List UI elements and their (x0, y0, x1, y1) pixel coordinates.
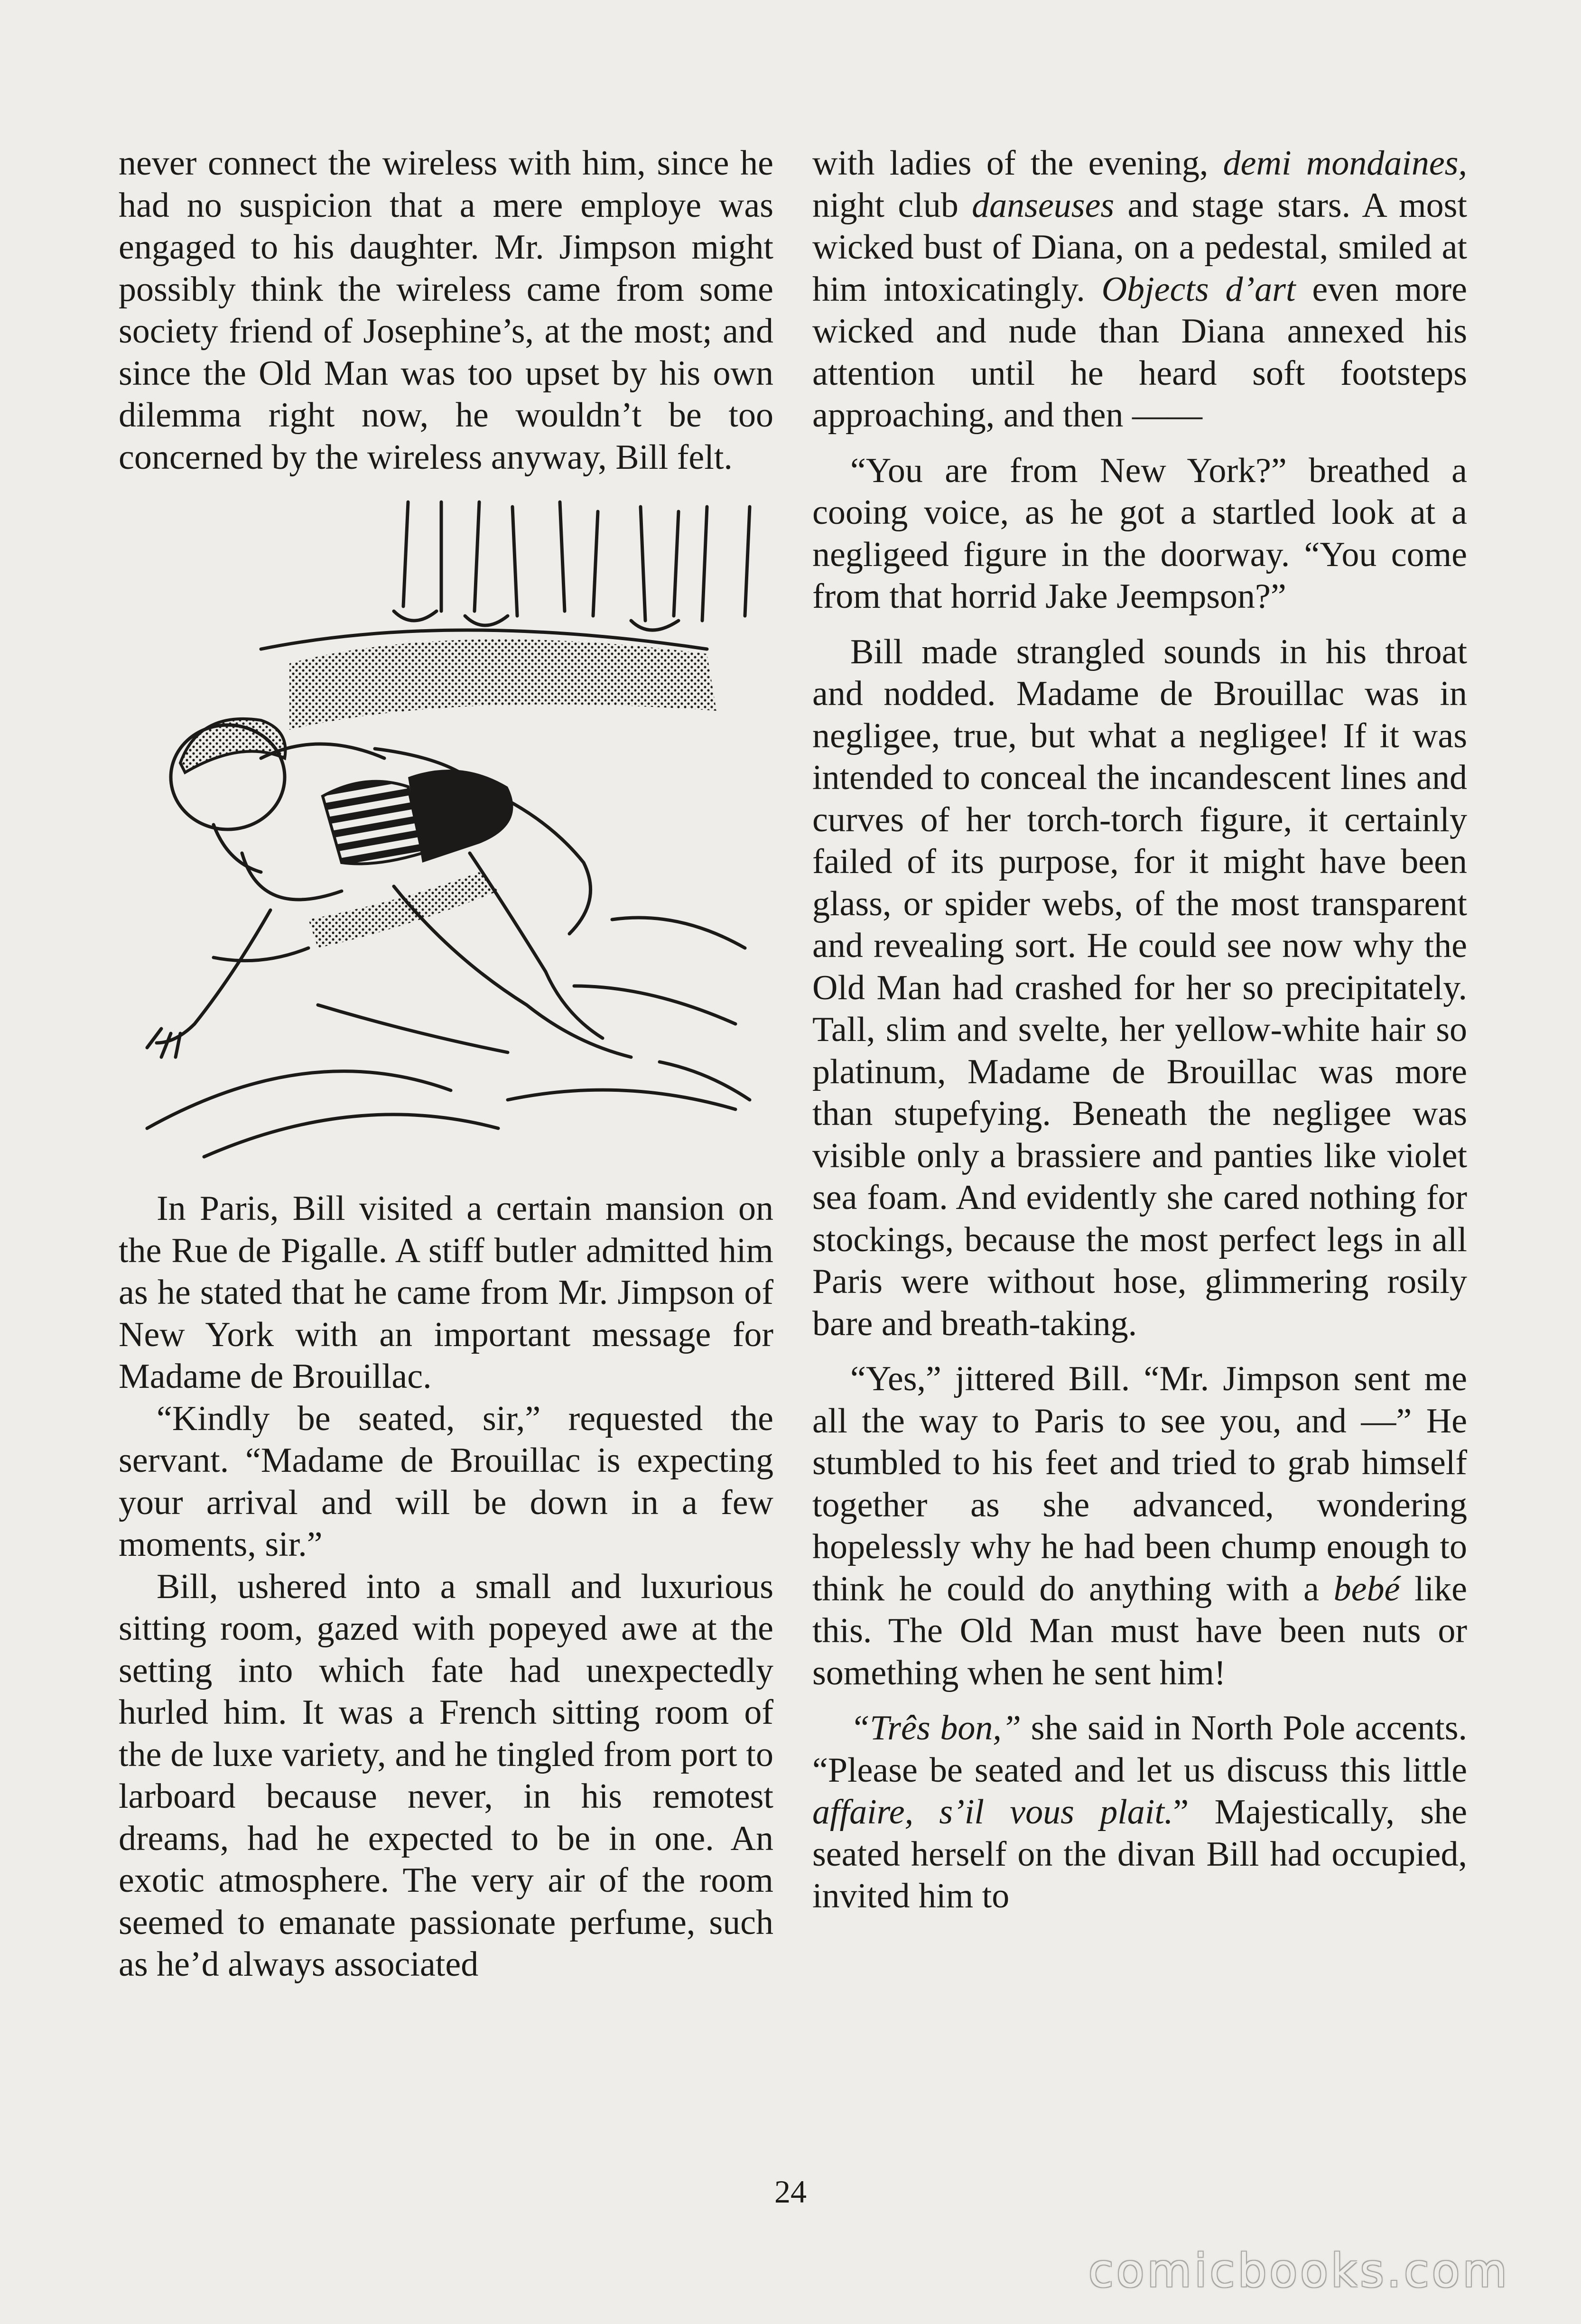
text-run: ” Majestically, she seated herself on the divan Bill had occupied, invited him to (812, 1793, 1467, 1915)
right-paragraph-1 (812, 142, 1467, 437)
right-column (812, 142, 1467, 1917)
beach-illustration (119, 493, 773, 1166)
italic-run: danseuses (972, 186, 1115, 225)
text-run: “Yes,” jittered Bill. “Mr. Jimpson sent me all the way to Paris to see you, and —” He stumbled to his feet and tried to grab himself together as she advanced, wondering hopelessly why he had been chump enough to think he could do anything with a (812, 1359, 1467, 1608)
text-run: like this. The Old Man must have been nuts or something when he sent him! (812, 1569, 1467, 1692)
italic-run: Objects d’art (1101, 270, 1296, 309)
right-paragraph-2: “You are from New York?” breathed a cooing voice, as he got a startled look at a negligeed figure in the doorway. “You come from that horrid Jake Jeempson?” (812, 451, 1467, 616)
page-number: 24 (774, 2174, 807, 2210)
right-paragraph-3: Bill made strangled sounds in his throat and nodded. Madame de Brouillac was in negligee, true, but what a negligee! If it was intended to conceal the incandescent lines and curves of her torch-torch figure, it certainly failed of its purpose, for it might have been glass, or spider webs, of the most transparent and revealing sort. He could see now why the Old Man had crashed for her so precipitately. Tall, slim and svelte, her yellow-white hair so platinum, Madame de Brouillac was more than stupefying. Beneath the negligee was visible only a brassiere and panties like violet sea foam. And evidently she cared nothing for stockings, because the most perfect legs in all Paris were without hose, glimmering rosily bare and breath-taking. (812, 632, 1467, 1343)
italic-run: affaire, s’il vous plait. (812, 1793, 1173, 1831)
italic-run: bebé (1333, 1569, 1400, 1608)
left-paragraph-4: Bill, ushered into a small and luxurious sitting room, gazed with popeyed awe at the setting into which fate had unexpectedly hurled him. It was a French sitting room of the de luxe variety, and he tingled from port to larboard because never, in his remotest dreams, had he expected to be in one. An exotic atmosphere. The very air of the room seemed to emanate passionate perfume, such as he’d always associated (119, 1567, 773, 1984)
left-paragraph-3: “Kindly be seated, sir,” requested the servant. “Madame de Brouillac is expecting your arrival and will be down in a few moments, sir.” (119, 1399, 773, 1564)
left-paragraph-2: In Paris, Bill visited a certain mansion on the Rue de Pigalle. A stiff butler admitted him as he stated that he came from Mr. Jimpson of New York with an important message for Madame de Brouillac. (119, 1189, 773, 1396)
right-paragraph-4 (812, 1358, 1467, 1694)
text-run: even more wicked and nude than Diana annexed his attention until he heard soft footsteps approaching, and then —— (812, 270, 1467, 435)
watermark: comicbooks.com (1088, 2244, 1510, 2297)
woman-on-beach-drawing (119, 493, 773, 1166)
italic-run: demi mondaines, (1223, 144, 1467, 183)
right-paragraph-5 (812, 1707, 1467, 1917)
left-paragraph-1: never connect the wireless with him, since he had no suspicion that a mere employe was engaged to his daughter. Mr. Jimpson might possibly think the wireless came from some society friend of Josephine’s, at the most; and since the Old Man was too upset by his own dilemma right now, he wouldn’t be too concerned by the wireless anyway, Bill felt. (119, 144, 773, 477)
left-column (119, 142, 773, 1986)
text-run: night club (812, 186, 972, 225)
text-run: she said in North Pole accents. “Please be seated and let us discuss this little (812, 1709, 1467, 1790)
text-run: and stage stars. A most wicked bust of Diana, on a pedestal, smiled at him intoxicatingly. (812, 186, 1467, 309)
italic-run: “Três bon,” (850, 1709, 1022, 1748)
text-run: with ladies of the evening, (812, 144, 1223, 183)
